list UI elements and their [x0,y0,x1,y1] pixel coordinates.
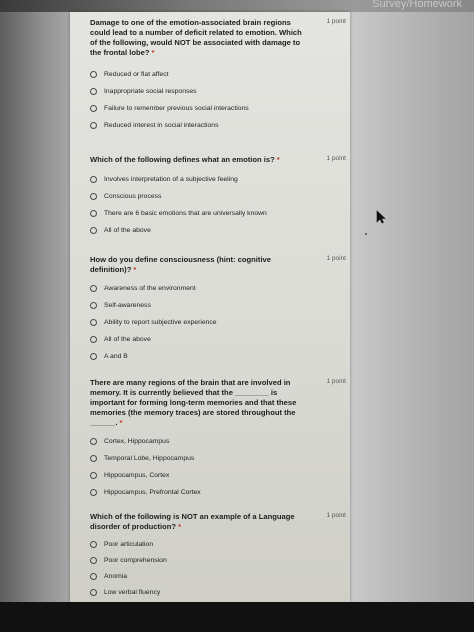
radio-button[interactable] [90,227,97,234]
question-5-title: Which of the following is NOT an example of a Language disorder of production? * [90,512,295,531]
form-card [70,12,350,602]
question-2-points: 1 point [326,155,346,162]
question-2-title: Which of the following defines what an emotion is? * [90,155,280,164]
question-3-title: How do you define consciousness (hint: cognitive definition)? * [90,255,272,274]
stray-dot [365,233,367,235]
required-mark: * [178,522,182,531]
radio-button[interactable] [90,438,97,445]
question-5-option-1[interactable]: Poor articulation [90,536,346,552]
question-1 [90,18,346,134]
question-1-option-3[interactable]: Failure to remember previous social interactions [90,100,346,117]
question-2-option-2[interactable]: Conscious process [90,188,346,205]
radio-button[interactable] [90,193,97,200]
radio-button[interactable] [90,589,97,596]
question-2-option-1[interactable]: Involves interpretation of a subjective feeling [90,171,346,188]
question-3 [90,255,346,365]
question-2 [90,155,346,239]
question-5-points: 1 point [326,512,346,519]
radio-button[interactable] [90,353,97,360]
radio-button[interactable] [90,285,97,292]
radio-button[interactable] [90,557,97,564]
header-partial-text: Survey/Homework [372,0,462,10]
radio-button[interactable] [90,71,97,78]
question-3-option-4[interactable]: All of the above [90,331,346,348]
question-4 [90,378,346,501]
question-4-option-2[interactable]: Temporal Lobe, Hippocampus [90,450,346,467]
radio-button[interactable] [90,489,97,496]
radio-button[interactable] [90,573,97,580]
radio-button[interactable] [90,210,97,217]
radio-button[interactable] [90,319,97,326]
question-2-option-3[interactable]: There are 6 basic emotions that are universally known [90,205,346,222]
question-5-option-4[interactable]: Low verbal fluency [90,584,346,600]
radio-button[interactable] [90,176,97,183]
question-4-option-1[interactable]: Cortex, Hippocampus [90,433,346,450]
radio-button[interactable] [90,472,97,479]
question-1-option-1[interactable]: Reduced or flat affect [90,66,346,83]
mouse-pointer-icon [376,210,386,224]
browser-top-strip [0,0,474,12]
radio-button[interactable] [90,541,97,548]
question-5-option-3[interactable]: Anomia [90,568,346,584]
question-3-points: 1 point [326,255,346,262]
required-mark: * [133,265,137,274]
radio-button[interactable] [90,336,97,343]
question-3-option-1[interactable]: Awareness of the environment [90,280,346,297]
radio-button[interactable] [90,302,97,309]
required-mark: * [276,155,280,164]
question-3-option-2[interactable]: Self-awareness [90,297,346,314]
question-5-option-2[interactable]: Poor comprehension [90,552,346,568]
question-3-option-3[interactable]: Ability to report subjective experience [90,314,346,331]
question-2-option-4[interactable]: All of the above [90,222,346,239]
question-1-title: Damage to one of the emotion-associated brain regions could lead to a number of deficit related to emotion. Which of the following, would NOT be associated with damage to the frontal lobe? * [90,18,302,57]
radio-button[interactable] [90,122,97,129]
right-background [350,12,474,602]
question-3-option-5[interactable]: A and B [90,348,346,365]
question-4-title: There are many regions of the brain that are involved in memory. It is currently believed that the ________ is important for forming long-term memories and that these memories (the memory traces) are stored throughout the ______. * [90,378,297,427]
left-background [0,12,70,602]
question-1-points: 1 point [326,18,346,25]
question-1-option-2[interactable]: Inappropriate social responses [90,83,346,100]
radio-button[interactable] [90,455,97,462]
required-mark: * [151,48,155,57]
question-4-points: 1 point [326,378,346,385]
radio-button[interactable] [90,88,97,95]
bottom-dark-bar [0,602,474,632]
question-4-option-4[interactable]: Hippocampus, Prefrontal Cortex [90,484,346,501]
question-1-option-4[interactable]: Reduced interest in social interactions [90,117,346,134]
radio-button[interactable] [90,105,97,112]
required-mark: * [119,418,123,427]
question-5 [90,512,346,600]
question-4-option-3[interactable]: Hippocampus, Cortex [90,467,346,484]
